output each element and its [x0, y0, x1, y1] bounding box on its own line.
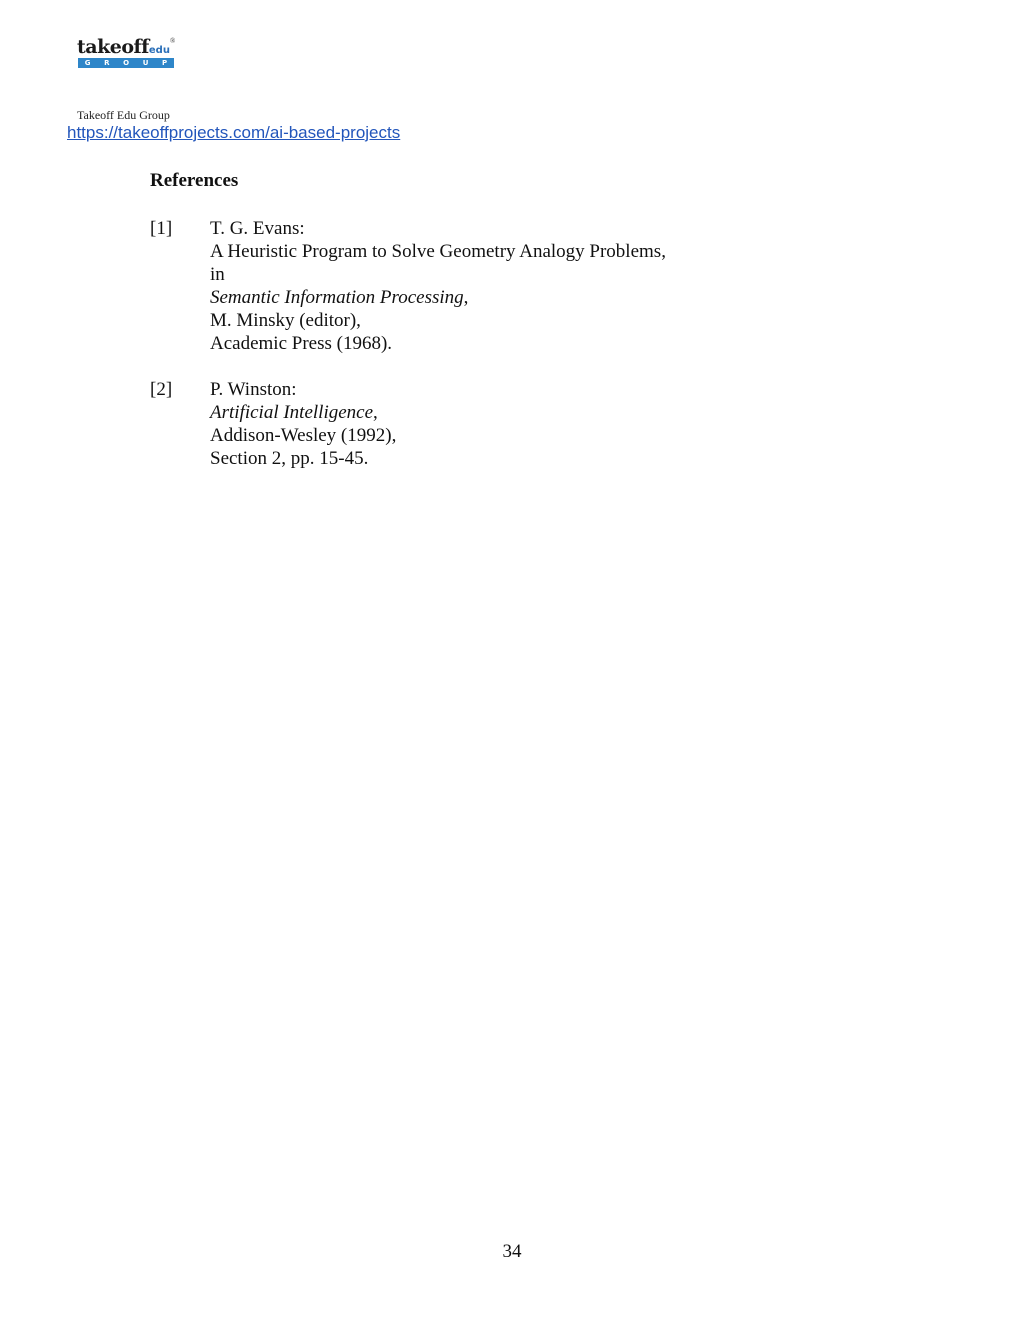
reference-line: T. G. Evans:	[210, 218, 305, 239]
org-name: Takeoff Edu Group	[77, 108, 170, 122]
reference-number: [1]	[150, 218, 173, 239]
reference-line: Addison-Wesley (1992),	[210, 425, 397, 446]
reference-punct: ,	[373, 402, 378, 423]
reference-line: Academic Press (1968).	[210, 333, 393, 354]
reference-line	[210, 286, 770, 309]
reference-body	[210, 378, 770, 470]
logo-edu: edu	[148, 45, 170, 56]
logo-bar-letter: G	[84, 59, 91, 67]
reference-punct: ,	[463, 287, 469, 308]
logo-bar-letter: O	[123, 59, 130, 67]
reference-line: in	[210, 264, 225, 285]
reference-body	[210, 217, 770, 355]
reference-italic-title: Artificial Intelligence	[210, 402, 374, 423]
logo-word: takeoff	[77, 36, 149, 58]
reference-line	[210, 401, 770, 424]
logo-bar-letter: P	[162, 59, 168, 67]
registered-mark: ®	[170, 37, 176, 45]
logo-wordmark	[77, 36, 170, 58]
page-number: 34	[502, 1241, 522, 1262]
reference-line: P. Winston:	[210, 379, 297, 400]
reference-line: M. Minsky (editor),	[210, 310, 361, 331]
reference-italic-title: Semantic Information Processing	[210, 287, 464, 308]
reference-line: A Heuristic Program to Solve Geometry Analogy Problems,	[210, 241, 666, 262]
takeoff-edu-logo	[77, 36, 177, 70]
reference-number: [2]	[150, 379, 173, 400]
section-title: References	[150, 170, 239, 191]
logo-group-bar	[78, 58, 174, 68]
logo-bar-letter: R	[104, 59, 110, 67]
logo-bar-letter: U	[142, 59, 149, 67]
reference-line: Section 2, pp. 15-45.	[210, 448, 369, 469]
website-link[interactable]: https://takeoffprojects.com/ai-based-projects	[67, 123, 401, 142]
